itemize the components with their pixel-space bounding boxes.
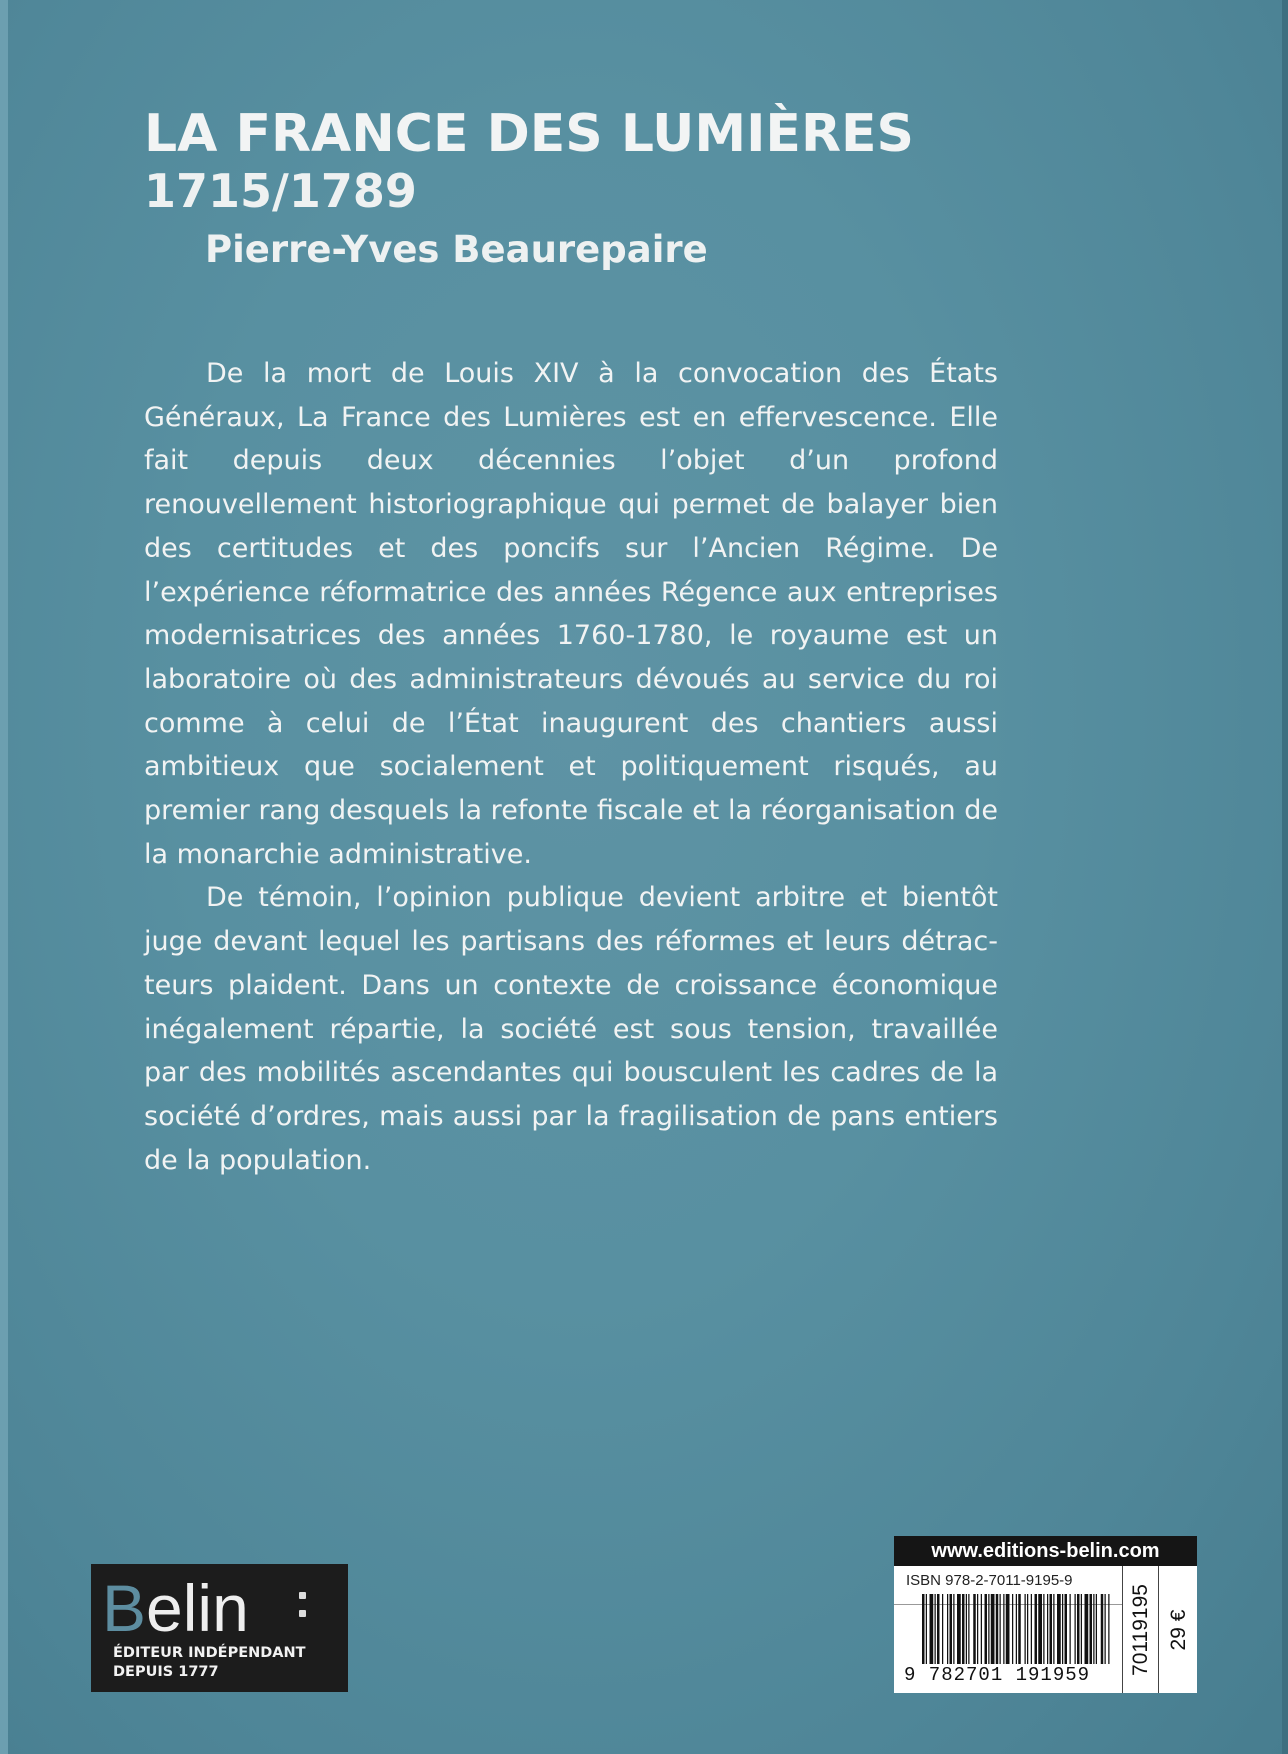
barcode-bar: [926, 1594, 927, 1664]
barcode-bar: [922, 1594, 925, 1664]
barcode-bar: [996, 1594, 999, 1664]
publisher-logo: [91, 1564, 348, 1692]
barcode-bar: [977, 1594, 978, 1664]
isbn-text: ISBN 978-2-7011-9195-9: [906, 1572, 1073, 1589]
barcode-bar: [1090, 1594, 1093, 1664]
barcode-bar: [968, 1594, 969, 1664]
barcode-bar: [937, 1594, 940, 1664]
barcode-bar: [1050, 1594, 1053, 1664]
barcode-bar: [953, 1594, 954, 1664]
barcode-digits: 9 782701 191959: [904, 1664, 1091, 1686]
logo-colon-icon: [297, 1590, 309, 1620]
barcode-bar: [950, 1594, 953, 1664]
barcode-bar: [935, 1594, 936, 1664]
publisher-logo-wordmark: [102, 1568, 249, 1648]
barcode-bar: [947, 1594, 948, 1664]
barcode-block: [894, 1536, 1197, 1693]
blurb-paragraph-1: De la mort de Louis XIV à la convocation des États Généraux, La France des Lumières est en effervescence. Elle fait depuis deux décennies l’objet d’un profond renouvellement historiographique qui permet de balayer bien des certitudes et des poncifs sur l’Ancien Régime. De l’expérience réformatrice des années Régence aux entreprises modernisatrices des années 1760-1780, le royaume est un laboratoire où des administrateurs dévoués au service du roi comme à celui de l’État inaugurent des chantiers aussi ambitieux que socialement et politiquement risqués, au premier rang desquels la refonte fiscale et la réorganisation de la monarchie administrative.: [144, 358, 998, 870]
barcode-bar: [1031, 1594, 1032, 1664]
barcode-bar: [1035, 1594, 1038, 1664]
blurb-paragraph-2: De témoin, l’opinion publique devient arbitre et bientôt juge devant lequel les partisans des réformes et leurs détracteurs plaident. Dans un contexte de croissance économique inégalement répartie, la société est sous tension, travaillée par des mobilités ascendantes qui bousculent les cadres de la société d’ordres, mais aussi par la fragilisation de pans entiers de la population.: [144, 882, 998, 1176]
barcode-bar: [1096, 1594, 1097, 1664]
barcode-bar: [1062, 1594, 1063, 1664]
barcode-bar: [1016, 1594, 1017, 1664]
publisher-website: www.editions-belin.com: [894, 1536, 1197, 1566]
barcode-bar: [985, 1594, 988, 1664]
barcode-bar: [988, 1594, 989, 1664]
barcode-bar: [1108, 1594, 1109, 1664]
logo-rest: elin: [146, 1571, 249, 1645]
barcode-bar: [1027, 1594, 1028, 1664]
barcode-bar: [1070, 1594, 1071, 1664]
cover-edge-left: [0, 0, 8, 1754]
product-code-box: [1122, 1566, 1158, 1693]
back-cover-blurb: [144, 352, 998, 1182]
barcode-bar: [1075, 1594, 1076, 1664]
barcode-bar: [1081, 1594, 1082, 1664]
barcode-bar: [1043, 1594, 1044, 1664]
barcode-bar: [1101, 1594, 1104, 1664]
barcode-bar: [1065, 1594, 1068, 1664]
barcode-bar: [1053, 1594, 1054, 1664]
barcode-bar: [981, 1594, 982, 1664]
barcode-bar: [1018, 1594, 1021, 1664]
tagline-line-2: DEPUIS 1777: [113, 1664, 219, 1680]
book-title: LA FRANCE DES LUMIÈRES: [144, 104, 914, 164]
barcode-bar: [1038, 1594, 1042, 1664]
barcode-bar: [1003, 1594, 1004, 1664]
barcode-bar: [957, 1594, 961, 1664]
cover-edge-right: [1282, 0, 1288, 1754]
barcode-bar: [1077, 1594, 1080, 1664]
barcode-bar: [1025, 1594, 1026, 1664]
price-box: [1158, 1566, 1198, 1693]
barcode-bar: [962, 1594, 965, 1664]
barcode-bar: [930, 1594, 934, 1664]
barcode-bar: [1057, 1594, 1061, 1664]
tagline-line-1: ÉDITEUR INDÉPENDANT: [113, 1645, 306, 1661]
barcode-bar: [1085, 1594, 1089, 1664]
barcode-bar: [1006, 1594, 1010, 1664]
publisher-tagline: [113, 1644, 306, 1682]
barcode-bar: [1012, 1594, 1013, 1664]
ean-barcode-icon: [922, 1594, 1112, 1664]
book-author: Pierre-Yves Beaurepaire: [205, 228, 708, 271]
barcode-bar: [973, 1594, 976, 1664]
barcode-bar: [966, 1594, 967, 1664]
barcode-bar: [1105, 1594, 1106, 1664]
barcode-bar: [942, 1594, 943, 1664]
product-code: 70119195: [1128, 1583, 1152, 1676]
book-dates: 1715/1789: [144, 164, 417, 218]
barcode-bar: [1093, 1594, 1094, 1664]
barcode-bar: [991, 1594, 995, 1664]
price: 29 €: [1166, 1609, 1190, 1650]
barcode-bar: [1047, 1594, 1048, 1664]
barcode-bar: [1000, 1594, 1001, 1664]
logo-initial: B: [102, 1571, 147, 1645]
